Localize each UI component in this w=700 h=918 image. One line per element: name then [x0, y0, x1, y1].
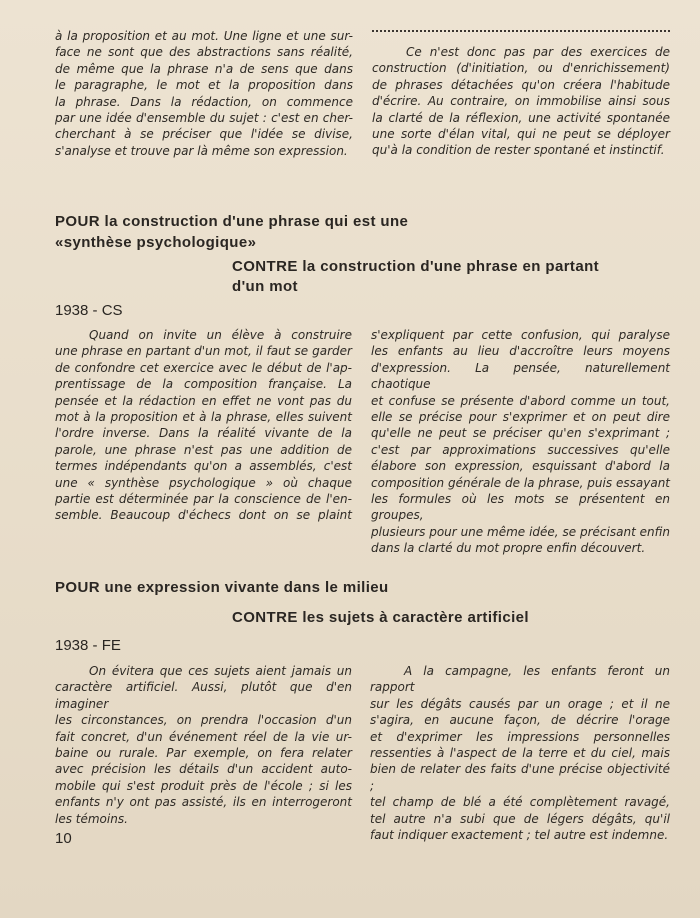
text-line: plusieurs pour une même idée, se précisant enfin [371, 524, 670, 539]
text-line: A la campagne, les enfants feront un rapport [370, 664, 670, 695]
pour-line1: la construction d'une phrase qui est une [104, 213, 409, 230]
section1-pour-heading-line2 [55, 234, 256, 251]
top-right-text [372, 44, 670, 159]
section1-contre-heading-line2 [232, 278, 298, 295]
pour-word: POUR [55, 579, 100, 596]
section2-right-paragraph [370, 663, 670, 843]
text-line: la clarté de la réflexion, une activité spontanée [372, 110, 670, 125]
text-line: de confondre cet exercice avec le début de l'ap- [55, 360, 352, 375]
text-line: face ne sont que des abstractions sans réalité, [55, 45, 353, 60]
text-line: tel autre n'a subi que de légers dégâts, qu'il [370, 811, 670, 826]
text-line: de même que la phrase n'a de sens que dans [55, 61, 353, 76]
text-line: faut indiquer exactement ; tel autre est indemne. [370, 828, 669, 843]
text-line: s'expliquent par cette confusion, qui paralyse [371, 328, 670, 342]
section2-right-text [370, 663, 670, 843]
text-line: le paragraphe, le mot et la proposition dans [55, 78, 353, 93]
text-line: les formules où les mots se présentent en groupes, [371, 492, 670, 523]
text-line: elle se précise pour s'exprimer et on peut dire [371, 410, 670, 425]
contre-word: CONTRE [232, 609, 298, 626]
section1-pour-heading [55, 213, 408, 230]
text-line: Quand on invite un élève à construire [89, 328, 352, 342]
section1-right-text [371, 327, 670, 557]
section2-pour-heading [55, 579, 389, 596]
text-line: pensée et la rédaction en effet ne vont pas du [55, 393, 352, 408]
text-line: mobile qui s'est produit près de l'école ; si les [55, 778, 352, 793]
text-line: l'ordre inverse. Dans la réalité vivante de la [55, 426, 352, 441]
pour-word: POUR [55, 213, 100, 230]
section1-left-paragraph [55, 327, 352, 524]
text-line: d'expression. La pensée, naturellement chaotique [371, 360, 670, 392]
section1-contre-heading [232, 258, 599, 275]
text-line: Ce n'est donc pas par des exercices de [406, 45, 670, 59]
section1-reference: 1938 - CS [55, 302, 123, 319]
section1-left-text [55, 327, 352, 524]
text-line: c'est par approximations successives qu'elle [371, 442, 670, 457]
text-line: termes indépendants qu'on a assemblés, c'est [55, 459, 352, 474]
text-line: la phrase. Dans la rédaction, on commence [55, 94, 353, 109]
text-line: mot à la proposition et à la phrase, elles suivent [55, 410, 352, 425]
text-line: construction (d'initiation, ou d'enrichissement) [372, 61, 670, 76]
text-line: d'écrire. Au contraire, on immobilise ainsi sous [372, 94, 670, 109]
text-line: élabore son expression, esquissant d'abord la [371, 459, 670, 474]
text-line: tel champ de blé a été complètement ravagé, [370, 795, 670, 810]
text-line: une « synthèse psychologique » où chaque [55, 475, 352, 490]
section1-right-paragraph [371, 327, 670, 557]
top-left-paragraph [55, 28, 353, 159]
section2-contre-heading [232, 609, 529, 626]
dotted-separator [372, 30, 670, 38]
text-line: s'agira, en aucune façon, de décrire l'orage [370, 713, 670, 728]
text-line: semble. Beaucoup d'échecs dont on se plaint [55, 508, 352, 523]
top-right-paragraph [372, 44, 670, 159]
text-line: On évitera que ces sujets aient jamais un [89, 664, 352, 678]
text-line: caractère artificiel. Aussi, plutôt que d'en imaginer [55, 680, 352, 711]
section2-reference: 1938 - FE [55, 637, 121, 654]
text-line: à la proposition et au mot. Une ligne et une sur- [55, 29, 353, 43]
text-line: parole, une phrase n'est pas une addition de [55, 442, 352, 457]
text-line: les enfants au lieu d'accroître leurs moyens [371, 344, 670, 359]
text-line: composition générale de la phrase, puis essayant [371, 475, 670, 490]
text-line: et d'exprimer les impressions personnelles [370, 729, 670, 744]
pour-line2: «synthèse psychologique» [55, 234, 257, 251]
text-line: fait concret, d'un événement réel de la vie ur- [55, 729, 352, 744]
text-line: dans la clarté du mot propre enfin découvert. [371, 541, 646, 556]
contre-word: CONTRE [232, 258, 298, 275]
text-line: cherchant à se préciser que l'idée se divise, [55, 127, 353, 142]
text-line: qu'à la condition de rester spontané et instinctif. [372, 143, 665, 158]
contre-line2: d'un mot [232, 278, 298, 295]
contre-line1: la construction d'une phrase en partant [302, 258, 600, 275]
section2-left-text [55, 663, 352, 827]
text-line: sur les dégâts causés par un orage ; et il ne [370, 696, 670, 711]
text-line: enfants n'y ont pas assisté, ils en interrogeront [55, 795, 352, 810]
text-line: ressenties à l'aspect de la terre et du ciel, mais [370, 746, 670, 761]
text-line: qu'elle ne peut se préciser qu'en s'exprimant ; [371, 426, 670, 441]
text-line: avec précision les détails d'un accident auto- [55, 762, 352, 777]
text-line: baine ou rurale. Par exemple, on fera relater [55, 746, 352, 761]
text-line: et confuse se présente d'abord comme un tout, [371, 393, 670, 408]
text-line: de phrases détachées qu'on créera l'habitude [372, 77, 670, 92]
text-line: une sorte d'élan vital, qui ne peut se déployer [372, 127, 670, 142]
text-line: prentissage de la composition française. La [55, 377, 352, 392]
section2-left-paragraph [55, 663, 352, 827]
text-line: les témoins. [55, 811, 128, 826]
page-number: 10 [55, 830, 72, 847]
top-left-text [55, 28, 353, 159]
text-line: bien de relater des faits d'une précise objectivité ; [370, 762, 670, 793]
pour-line1: une expression vivante dans le milieu [104, 579, 389, 596]
text-line: une phrase en partant d'un mot, il faut se garder [55, 344, 352, 359]
text-line: s'analyse et trouve par là même son expression. [55, 143, 348, 158]
text-line: les circonstances, on prendra l'occasion d'un [55, 713, 352, 728]
text-line: par une idée d'ensemble du sujet : c'est en cher- [55, 111, 353, 126]
text-line: partie est déterminée par la conscience de l'en- [55, 492, 352, 507]
contre-line1: les sujets à caractère artificiel [302, 609, 529, 626]
